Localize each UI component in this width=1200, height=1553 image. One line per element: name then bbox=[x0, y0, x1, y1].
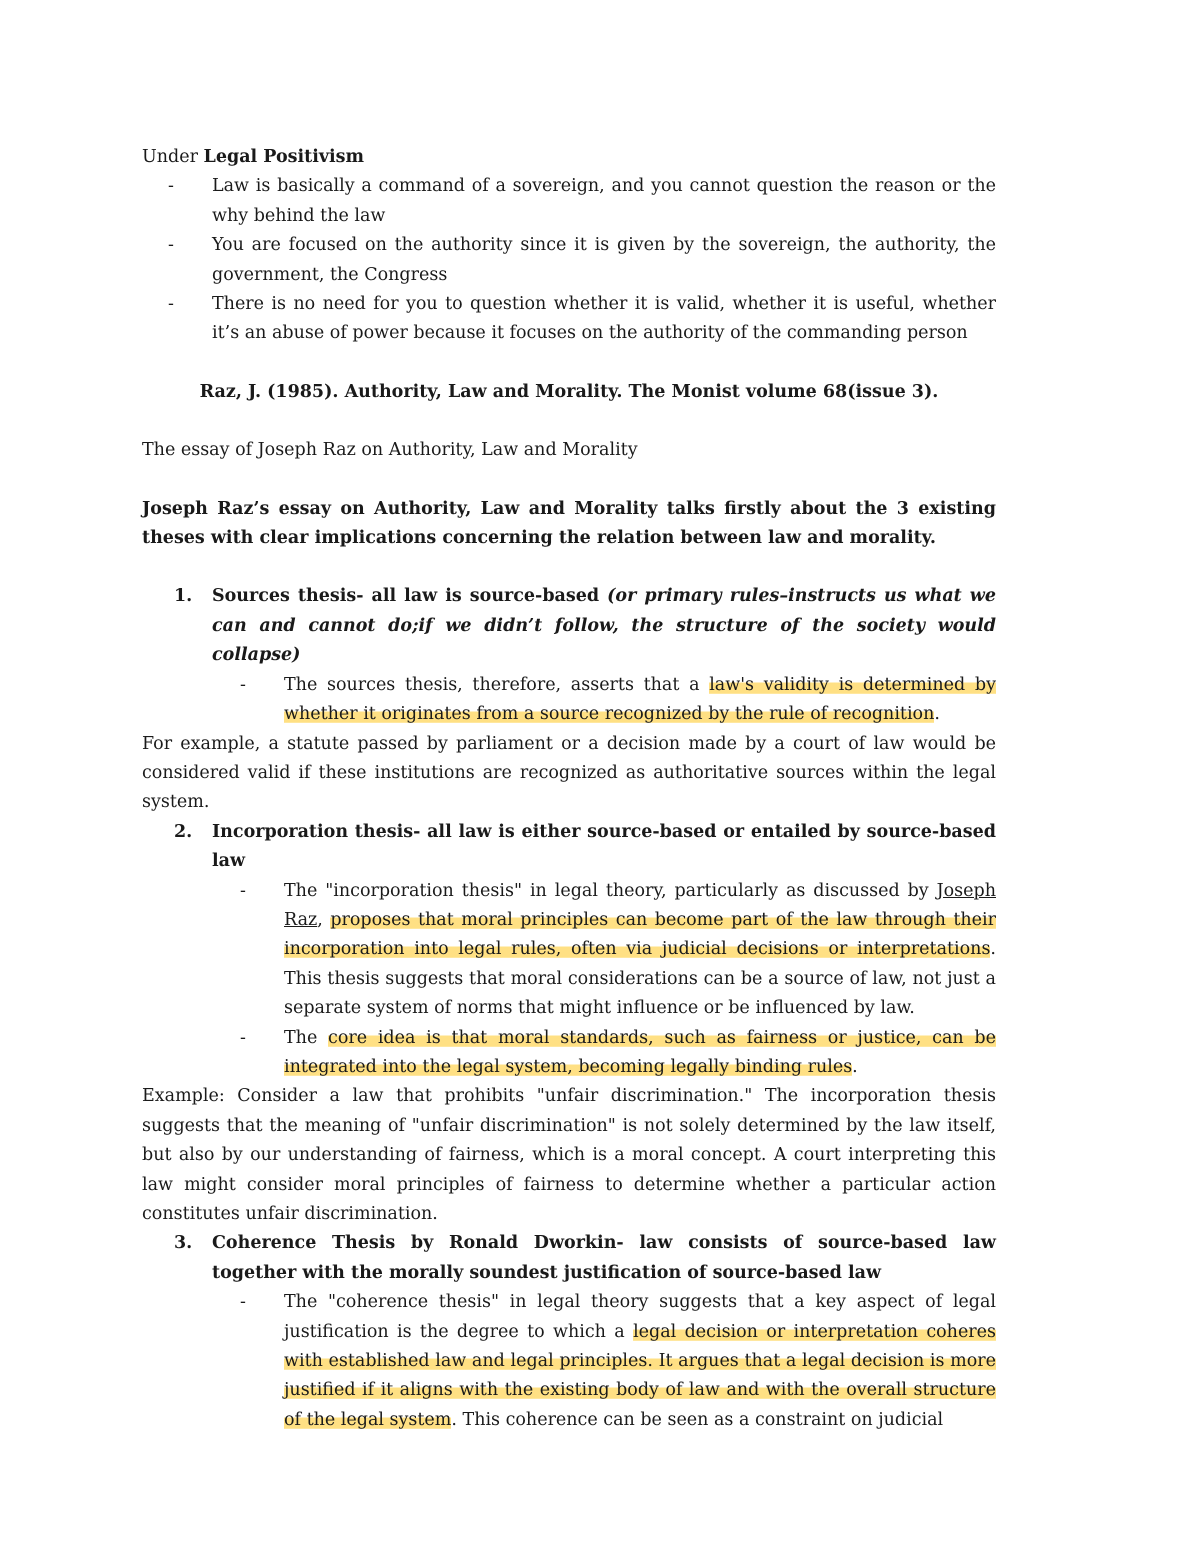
point-text: The "incorporation thesis" in legal theory, particularly as discussed by bbox=[284, 880, 937, 901]
point-text: The bbox=[284, 1027, 329, 1048]
point-text: The "coherence thesis" in legal theory suggests that a key aspect of legal justification is the degree to which a bbox=[284, 1292, 996, 1342]
point-text: The sources thesis, therefore, asserts that a bbox=[284, 674, 710, 695]
thesis-heading-note: (or primary rules–instructs us what we can and cannot do;if we didn’t follow, the structure of the society would collapse) bbox=[212, 586, 996, 666]
point-text: . This coherence can be seen as a constraint on judicial bbox=[451, 1409, 944, 1430]
example-paragraph: For example, a statute passed by parliament or a decision made by a court of law would be considered valid if these institutions are recognized as authoritative sources within the legal system. bbox=[142, 733, 996, 813]
point-text: . bbox=[852, 1056, 858, 1077]
joseph-raz-link[interactable]: Joseph Raz bbox=[284, 880, 996, 930]
citation: Raz, J. (1985). Authority, Law and Morality. The Monist volume 68(issue 3). bbox=[199, 381, 939, 402]
point-text: . bbox=[934, 704, 940, 725]
thesis-points bbox=[212, 1288, 996, 1435]
list-item bbox=[284, 877, 996, 1024]
list-item bbox=[284, 671, 996, 730]
thesis-number: 3. bbox=[174, 1233, 193, 1254]
intro-bullet-list bbox=[142, 172, 996, 348]
essay-title: The essay of Joseph Raz on Authority, Law and Morality bbox=[142, 440, 638, 461]
example-paragraph: Example: Consider a law that prohibits "unfair discrimination." The incorporation thesis suggests that the meaning of "unfair discrimination" is not solely determined by the law itself, but also by our understanding of fairness, which is a moral concept. A court interpreting this law might consider moral principles of fairness to determine whether a particular action constitutes unfair discrimination. bbox=[142, 1086, 996, 1224]
list-item bbox=[284, 1024, 996, 1083]
section-heading: Legal Positivism bbox=[203, 147, 365, 167]
list-item: - You are focused on the authority since it is given by the sovereign, the authority, the government, the Congress bbox=[212, 231, 996, 290]
point-text: . This thesis suggests that moral considerations can be a source of law, not just a separate system of norms that might influence or be influenced by law. bbox=[284, 939, 996, 1019]
thesis-number: 2. bbox=[174, 821, 193, 842]
thesis-heading bbox=[212, 582, 996, 670]
thesis-number: 1. bbox=[174, 586, 193, 607]
intro-line bbox=[142, 143, 996, 172]
thesis-points bbox=[212, 671, 996, 730]
document-content bbox=[142, 143, 996, 1435]
intro-prefix: Under bbox=[142, 147, 204, 167]
list-item: - There is no need for you to question whether it is valid, whether it is useful, whether it’s an abuse of power because it focuses on the authority of the commanding person bbox=[212, 290, 996, 349]
point-text: , bbox=[317, 909, 331, 930]
list-item bbox=[284, 1288, 996, 1435]
thesis-heading-text: Sources thesis- all law is source-based bbox=[212, 586, 608, 607]
theses-list bbox=[142, 582, 996, 729]
theses-list-continued-2 bbox=[142, 1229, 996, 1435]
highlighted-text: law's validity is determined by whether it originates from a source recognized by the rule of recognition bbox=[284, 674, 996, 725]
thesis-heading: Incorporation thesis- all law is either source-based or entailed by source-based law bbox=[212, 821, 996, 872]
highlighted-text: core idea is that moral standards, such as fairness or justice, can be integrated into the legal system, becoming legally binding rules bbox=[284, 1027, 996, 1077]
highlighted-text: proposes that moral principles can become part of the law through their incorporation into legal rules, often via judicial decisions or interpretations bbox=[284, 909, 996, 960]
thesis-heading: Coherence Thesis by Ronald Dworkin- law consists of source-based law together with the morally soundest justification of source-based law bbox=[212, 1233, 996, 1283]
thesis-points bbox=[212, 877, 996, 1083]
thesis-sources bbox=[174, 582, 996, 729]
essay-summary: Joseph Raz’s essay on Authority, Law and Morality talks firstly about the 3 existing theses with clear implications concerning the relation between law and morality. bbox=[142, 498, 996, 549]
thesis-coherence bbox=[174, 1229, 997, 1435]
thesis-incorporation bbox=[174, 818, 996, 1083]
highlighted-text: legal decision or interpretation coheres with established law and legal principles. It argues that a legal decision is more justified if it aligns with the existing body of law and with the overall structure of the legal system bbox=[284, 1321, 997, 1430]
theses-list-continued bbox=[142, 818, 996, 1083]
list-item: - Law is basically a command of a sovereign, and you cannot question the reason or the why behind the law bbox=[212, 172, 996, 231]
